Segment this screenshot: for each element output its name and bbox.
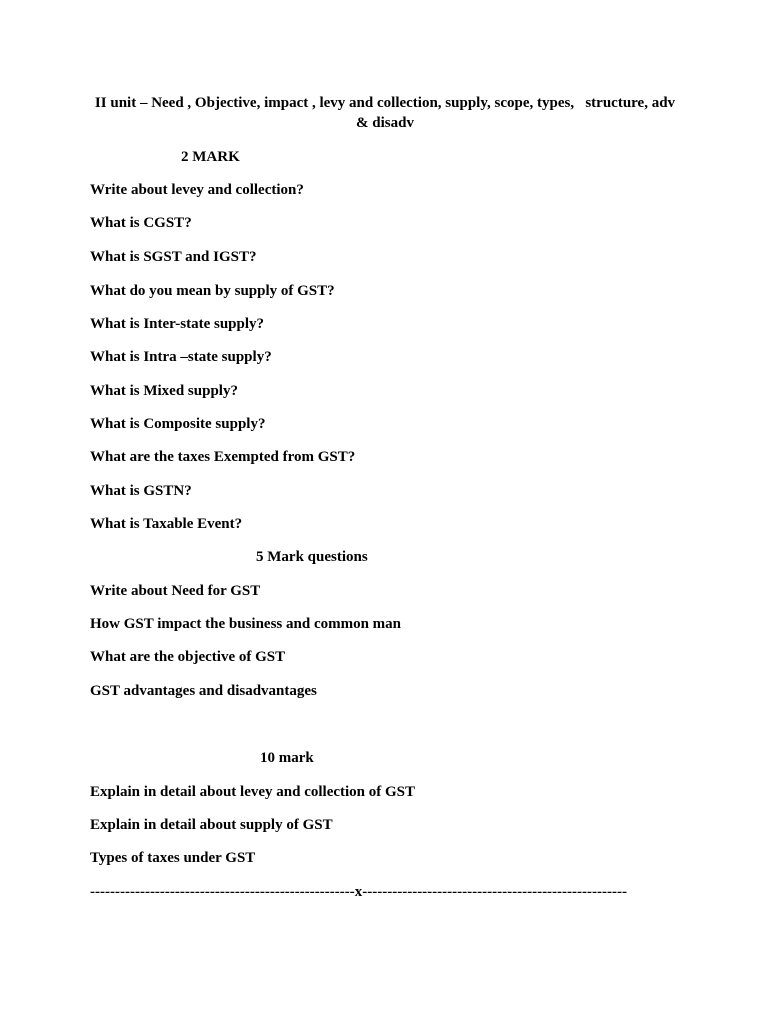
question-10-mark-3: Types of taxes under GST [90,850,256,866]
question-2-mark-10: What is GSTN? [90,483,192,499]
document-title: II unit – Need , Objective, impact , levy and collection, supply, scope, types, structure, adv & disadv [94,95,679,131]
question-2-mark-4: What do you mean by supply of GST? [90,283,335,299]
question-2-mark-1: Write about levey and collection? [90,182,304,198]
question-2-mark-8: What is Composite supply? [90,416,266,432]
question-2-mark-5: What is Inter-state supply? [90,316,265,332]
section-heading-5-mark: 5 Mark questions [256,549,368,565]
question-10-mark-1: Explain in detail about levey and collection of GST [90,784,416,800]
question-5-mark-3: What are the objective of GST [90,649,286,665]
question-2-mark-6: What is Intra –state supply? [90,349,272,365]
question-2-mark-9: What are the taxes Exempted from GST? [90,449,356,465]
question-2-mark-11: What is Taxable Event? [90,516,243,532]
question-10-mark-2: Explain in detail about supply of GST [90,817,333,833]
question-2-mark-7: What is Mixed supply? [90,383,238,399]
end-divider: -----------------------------------------------------x----------------------------------------------------- [90,884,627,900]
question-5-mark-2: How GST impact the business and common man [90,616,402,632]
question-5-mark-1: Write about Need for GST [90,583,261,599]
section-heading-2-mark: 2 MARK [181,149,240,165]
question-5-mark-4: GST advantages and disadvantages [90,683,317,699]
question-2-mark-3: What is SGST and IGST? [90,249,257,265]
question-2-mark-2: What is CGST? [90,215,192,231]
section-heading-10-mark: 10 mark [260,750,314,766]
